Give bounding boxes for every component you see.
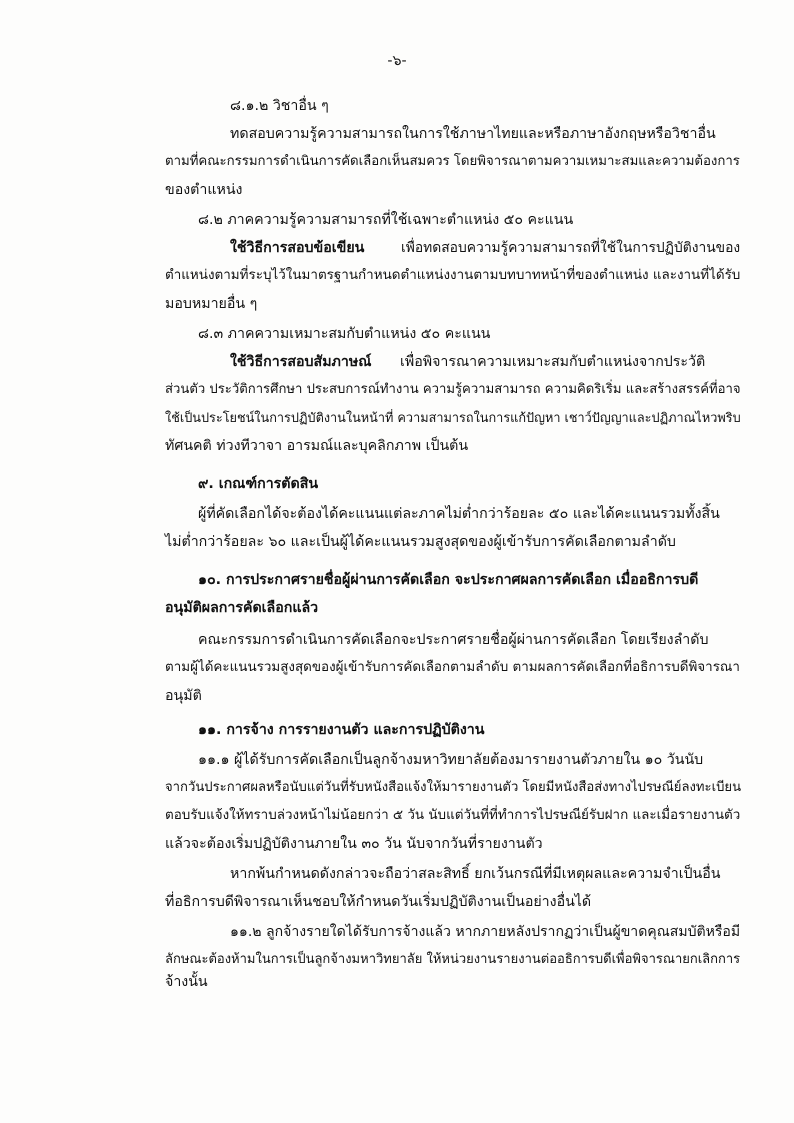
heading-8-1-2: ๘.๑.๒ วิชาอื่น ๆ [230, 98, 329, 114]
paragraph-line: หากพ้นกำหนดดังกล่าวจะถือว่าสละสิทธิ์ ยกเว้นกรณีที่มีเหตุผลและความจำเป็นอื่น [230, 866, 721, 882]
paragraph-line: เพื่อทดสอบความรู้ความสามารถที่ใช้ในการปฏิบัติงานของ [401, 240, 741, 256]
method-written-exam: ใช้วิธีการสอบข้อเขียน [230, 240, 365, 256]
paragraph-line: แล้วจะต้องเริ่มปฏิบัติงานภายใน ๓๐ วัน นับจากวันที่รายงานตัว [165, 836, 543, 852]
paragraph-line: ส่วนตัว ประวัติการศึกษา ประสบการณ์ทำงาน ความรู้ความสามารถ ความคิดริเริ่ม และสร้างสรรค์ที่อาจ [165, 382, 741, 397]
paragraph-line: ตามผู้ได้คะแนนรวมสูงสุดของผู้เข้ารับการคัดเลือกตามลำดับ ตามผลการคัดเลือกที่อธิการบดีพิจารณา [165, 660, 740, 675]
paragraph-line: ลักษณะต้องห้ามในการเป็นลูกจ้างมหาวิทยาลัย ให้หน่วยงานรายงานต่ออธิการบดีเพื่อพิจารณายกเลิกการ [165, 952, 741, 967]
paragraph-line: ตามที่คณะกรรมการดำเนินการคัดเลือกเห็นสมควร โดยพิจารณาตามความเหมาะสมและความต้องการ [165, 154, 740, 169]
paragraph-line: ไม่ต่ำกว่าร้อยละ ๖๐ และเป็นผู้ได้คะแนนรวมสูงสุดของผู้เข้ารับการคัดเลือกตามลำดับ [165, 534, 676, 550]
paragraph-line: ใช้เป็นประโยชน์ในการปฏิบัติงานในหน้าที่ ความสามารถในการแก้ปัญหา เชาว์ปัญญาและปฏิภาณไหวพริบ [165, 410, 741, 425]
paragraph-line: ของตำแหน่ง [165, 182, 243, 198]
heading-section-10-cont: อนุมัติผลการคัดเลือกแล้ว [165, 600, 319, 616]
heading-section-11: ๑๑. การจ้าง การรายงานตัว และการปฏิบัติงาน [198, 722, 485, 738]
paragraph-line: ๑๑.๑ ผู้ได้รับการคัดเลือกเป็นลูกจ้างมหาวิทยาลัยต้องมารายงานตัวภายใน ๑๐ วันนับ [198, 752, 704, 768]
paragraph-line: จากวันประกาศผลหรือนับแต่วันที่รับหนังสือแจ้งให้มารายงานตัว โดยมีหนังสือส่งทางไปรษณีย์ลงทะเบียน [165, 780, 742, 795]
paragraph-line: ที่อธิการบดีพิจารณาเห็นชอบให้กำหนดวันเริ่มปฏิบัติงานเป็นอย่างอื่นได้ [165, 894, 592, 910]
heading-section-9: ๙. เกณฑ์การตัดสิน [198, 476, 319, 492]
heading-8-2: ๘.๒ ภาคความรู้ความสามารถที่ใช้เฉพาะตำแหน่ง ๕๐ คะแนน [198, 212, 574, 228]
heading-section-10: ๑๐. การประกาศรายชื่อผู้ผ่านการคัดเลือก จะประกาศผลการคัดเลือก เมื่ออธิการบดี [198, 572, 699, 588]
method-interview: ใช้วิธีการสอบสัมภาษณ์ [230, 354, 372, 370]
paragraph-line: ตำแหน่งตามที่ระบุไว้ในมาตรฐานกำหนดตำแหน่งงานตามบทบาทหน้าที่ของตำแหน่ง และงานที่ได้รับ [165, 268, 741, 283]
heading-8-3: ๘.๓ ภาคความเหมาะสมกับตำแหน่ง ๕๐ คะแนน [198, 326, 491, 342]
paragraph-line: ๑๑.๒ ลูกจ้างรายใดได้รับการจ้างแล้ว หากภายหลังปรากฏว่าเป็นผู้ขาดคุณสมบัติหรือมี [230, 924, 741, 940]
paragraph-line: เพื่อพิจารณาความเหมาะสมกับตำแหน่งจากประวัติ [400, 354, 706, 370]
paragraph-line: ทัศนคติ ท่วงทีวาจา อารมณ์และบุคลิกภาพ เป็นต้น [165, 438, 469, 454]
paragraph-line: คณะกรรมการดำเนินการคัดเลือกจะประกาศรายชื่อผู้ผ่านการคัดเลือก โดยเรียงลำดับ [198, 632, 709, 648]
paragraph-line: ตอบรับแจ้งให้ทราบล่วงหน้าไม่น้อยกว่า ๕ วัน นับแต่วันที่ที่ทำการไปรษณีย์รับฝาก และเมื่อรายงานตัว [165, 808, 741, 823]
page-number: -๖- [387, 53, 407, 69]
paragraph-line: มอบหมายอื่น ๆ [165, 296, 258, 312]
paragraph-line: ผู้ที่คัดเลือกได้จะต้องได้คะแนนแต่ละภาคไม่ต่ำกว่าร้อยละ ๕๐ และได้คะแนนรวมทั้งสิ้น [198, 506, 720, 522]
paragraph-line: ทดสอบความรู้ความสามารถในการใช้ภาษาไทยและหรือภาษาอังกฤษหรือวิชาอื่น [230, 126, 716, 142]
paragraph-line: อนุมัติ [165, 688, 202, 704]
paragraph-line: จ้างนั้น [165, 974, 208, 990]
